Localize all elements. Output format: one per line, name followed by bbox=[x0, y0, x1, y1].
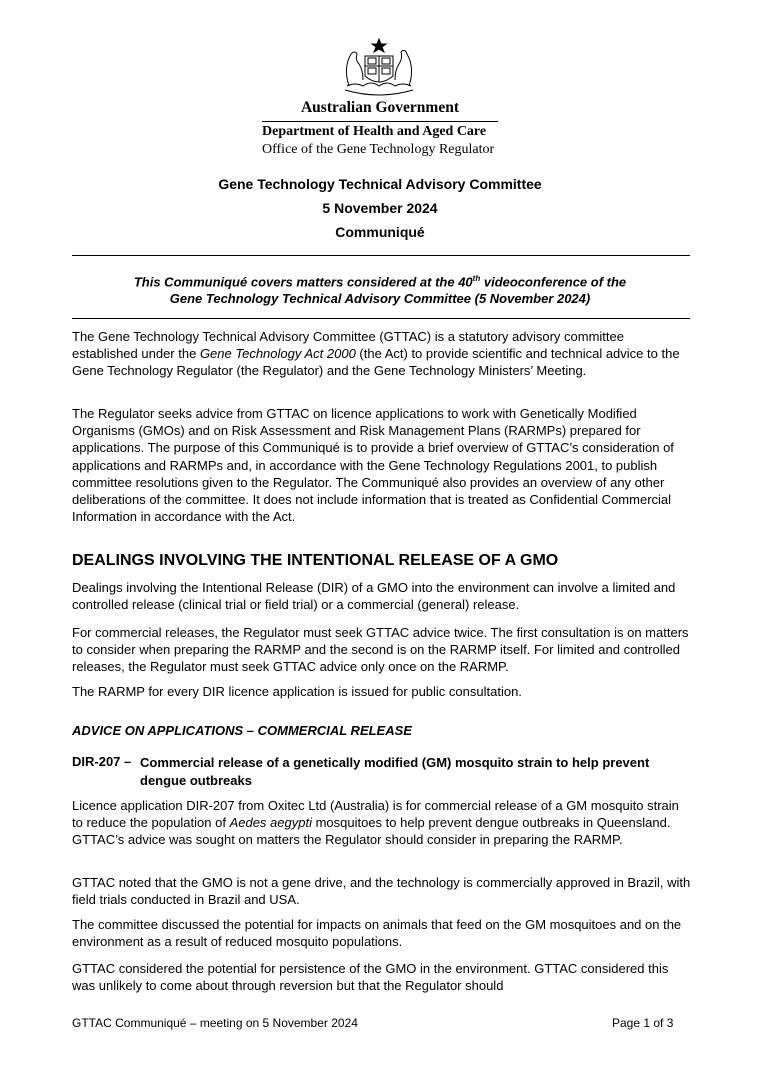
committee-title: Gene Technology Technical Advisory Committee bbox=[218, 176, 542, 192]
dir-paragraph-4: GTTAC considered the potential for persistence of the GMO in the environment. GTTAC considered this was unlikely to come about through reversion but that the Regulator should bbox=[72, 961, 669, 994]
office-name: Office of the Gene Technology Regulator bbox=[262, 142, 495, 157]
dir-title: Commercial release of a genetically modified (GM) mosquito strain to help prevent dengue outbreaks bbox=[140, 755, 650, 788]
section-paragraph-3: The RARMP for every DIR licence application is issued for public consultation. bbox=[72, 684, 522, 699]
section-paragraph-2: For commercial releases, the Regulator must seek GTTAC advice twice. The first consultation is on matters to consider when preparing the RARMP and the second is on the RARMP itself. For limited and controlled releases, the Regulator must seek GTTAC advice only once on the RARMP. bbox=[72, 625, 689, 675]
footer-title: GTTAC Communiqué – meeting on 5 November 2024 bbox=[72, 1016, 358, 1030]
dir-paragraph-2: GTTAC noted that the GMO is not a gene drive, and the technology is commercially approved in Brazil, with field trials conducted in Brazil and USA. bbox=[72, 875, 691, 908]
dir-code: DIR-207 – bbox=[72, 754, 132, 769]
section-heading: DEALINGS INVOLVING THE INTENTIONAL RELEASE OF A GMO bbox=[72, 552, 559, 569]
top-rule bbox=[72, 255, 690, 256]
section-paragraph-1: Dealings involving the Intentional Release (DIR) of a GMO into the environment can involve a limited and controlled release (clinical trial or field trial) or a commercial (general) release. bbox=[72, 580, 676, 613]
meeting-date: 5 November 2024 bbox=[322, 200, 438, 216]
header-divider bbox=[262, 121, 498, 122]
coat-of-arms-icon bbox=[335, 36, 423, 98]
bottom-rule bbox=[72, 318, 690, 319]
dir-paragraph-1: Licence application DIR-207 from Oxitec Ltd (Australia) is for commercial release of a GM mosquito strain to reduce the population of Aedes aegypti mosquitoes to help prevent dengue outbreaks in Queensland. GTTAC’s advice was sought on matters the Regulator should consider in preparing the RARMP. bbox=[72, 798, 679, 848]
department-name: Department of Health and Aged Care bbox=[262, 124, 487, 139]
government-name: Australian Government bbox=[300, 99, 459, 116]
document-type: Communiqué bbox=[335, 224, 425, 240]
paragraph-gttac-intro: The Gene Technology Technical Advisory Committee (GTTAC) is a statutory advisory committee established under the Gene Technology Act 2000 (the Act) to provide scientific and technical advice to the Gene Technology Regulator (the Regulator) and the Gene Technology Ministers’ Meeting. bbox=[72, 329, 680, 379]
dir-paragraph-3: The committee discussed the potential for impacts on animals that feed on the GM mosquitoes and on the environment as a result of reduced mosquito populations. bbox=[72, 917, 682, 950]
subsection-heading: ADVICE ON APPLICATIONS – COMMERCIAL RELEASE bbox=[72, 723, 412, 738]
intro-statement: This Communiqué covers matters considered at the 40th videoconference of the Gene Technology Technical Advisory Committee (5 November 2024) bbox=[133, 274, 627, 307]
page-number: Page 1 of 3 bbox=[612, 1016, 674, 1030]
paragraph-regulator-advice: The Regulator seeks advice from GTTAC on licence applications to work with Genetically Modified Organisms (GMOs) and on Risk Assessment and Risk Management Plans (RARMPs) prepared for applications. The purpose of this Communiqué is to provide a brief overview of GTTAC’s consideration of applications and RARMPs and, in accordance with the Gene Technology Regulations 2001, to publish committee resolutions given to the Regulator. The Communiqué also provides an overview of any other deliberations of the committee. It does not include information that is treated as Confidential Commercial Information in accordance with the Act. bbox=[72, 406, 674, 525]
